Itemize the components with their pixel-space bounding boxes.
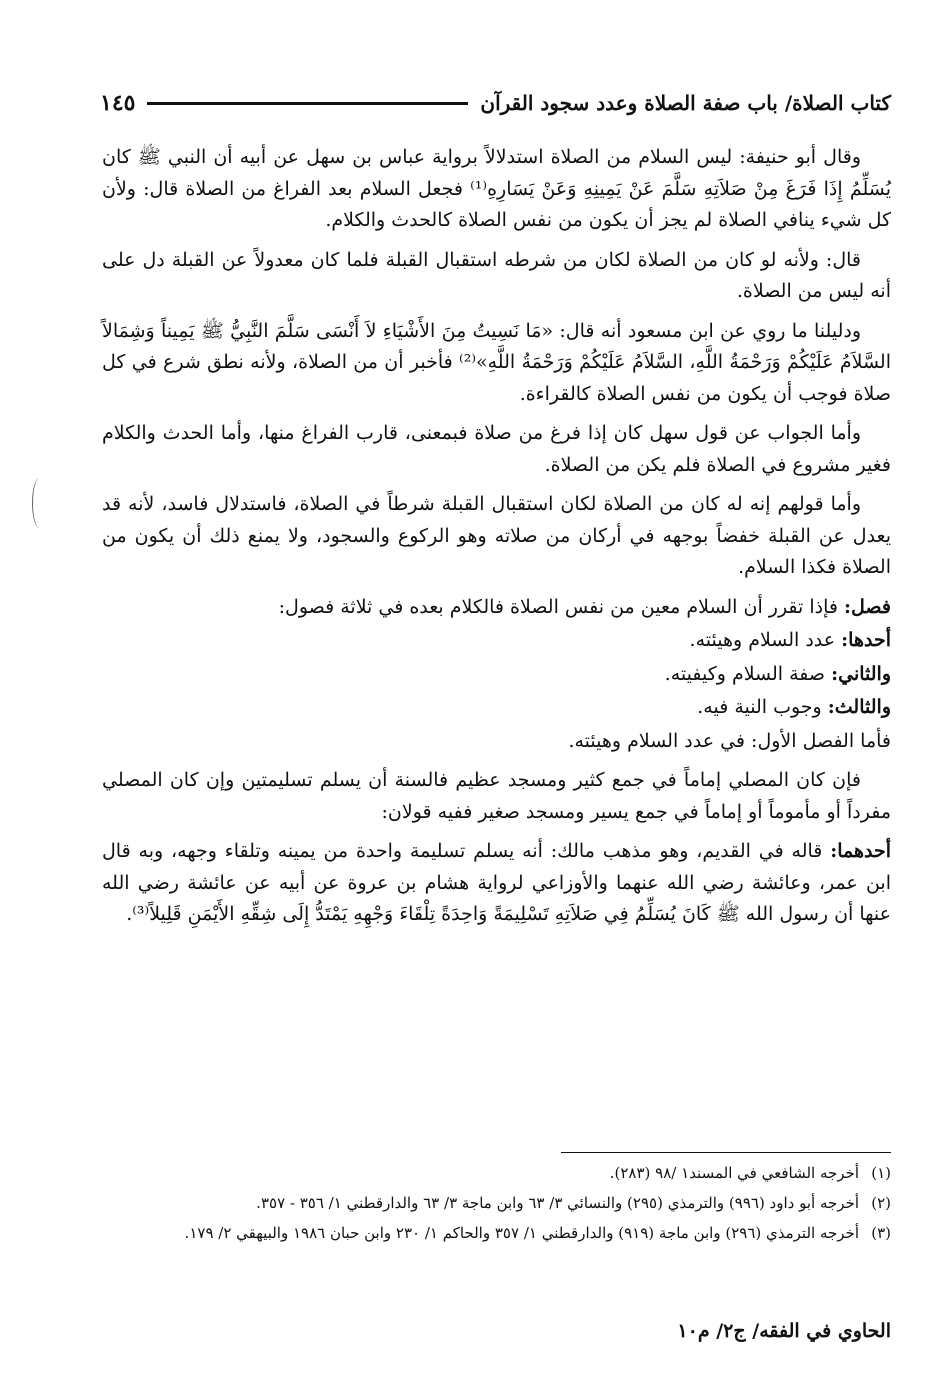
paragraph: ودليلنا ما روي عن ابن مسعود أنه قال: «مَا نَسِيتُ مِنَ الأَشْيَاءِ لاَ أَنْسَى سَلَّمَ النَّبِيُّ ﷺ يَمِيناً وَشِمَالاً السَّلاَمُ عَلَيْكُمْ وَرَحْمَةُ اللَّهِ، السَّلاَمُ عَلَيْكُمْ وَرَحْمَةُ اللَّهِ»⁽²⁾ فأخبر أن من الصلاة، ولأنه نطق شرع في كل صلاة فوجب أن يكون من نفس الصلاة كالقراءة. [102,319,891,405]
paragraph: وأما الجواب عن قول سهل كان إذا فرغ من صلاة فبمعنى، قارب الفراغ منها، وأما الحدث والكلام فغير مشروع في الصلاة فلم يكن من الصلاة. [102,422,891,476]
paragraph: وقال أبو حنيفة: ليس السلام من الصلاة استدلالاً برواية عباس بن سهل عن أبيه أن النبي ﷺ كان يُسَلِّمُ إِذَا فَرَغَ مِنْ صَلاَتِهِ سَلَّمَ عَنْ يَمِينِهِ وَعَنْ يَسَارِهِ⁽¹⁾ فجعل السلام بعد الفراغ من الصلاة قال: ولأن كل شيء ينافي الصلاة لم يجز أن يكون من نفس الصلاة كالحدث والكلام. [102,146,891,231]
footnote-text: أخرجه الشافعي في المسند١ /٩٨ (٢٨٣). [609,1164,859,1182]
footnote-number: (١) [871,1164,891,1182]
footnote [102,1190,891,1216]
footnote-rule [561,1152,891,1153]
paragraph: قال: ولأنه لو كان من الصلاة لكان من شرطه استقبال القبلة فلما كان معدولاً عن القبلة دل على أنه ليس من الصلاة. [102,248,891,302]
section-item [102,659,891,691]
section-item [102,692,891,724]
footnotes [102,1160,891,1250]
final-paragraph [102,836,891,931]
running-header [100,86,891,120]
margin-mark [32,478,47,528]
header-title: كتاب الصلاة/ باب صفة الصلاة وعدد سجود القرآن [480,91,891,115]
section-item-label: والثالث: [827,696,891,718]
section-item [102,625,891,657]
header-rule [147,102,468,105]
footnote-text: أخرجه الترمذي (٢٩٦) وابن ماجة (٩١٩) والدارقطني ١/ ٣٥٧ والحاكم ١/ ٢٣٠ وابن حبان ١٩٨٦ والبيهقي ٢/ ١٧٩. [184,1224,859,1242]
page-number: ١٤٥ [100,90,136,116]
section-item-text: صفة السلام وكيفيته. [664,662,826,685]
section-intro-text: فإذا تقرر أن السلام معين من نفس الصلاة فالكلام بعده في ثلاثة فصول: [278,595,838,618]
footnote-number: (٣) [871,1224,891,1242]
first-chapter-heading: فأما الفصل الأول: في عدد السلام وهيئته. [568,729,891,752]
main-text [102,142,891,939]
final-text: قاله في القديم، وهو مذهب مالك: أنه يسلم تسليمة واحدة من يمينه وتلقاء وجهه، وبه قال ابن عمر، وعائشة رضي الله عنهما والأوزاعي لرواية هشام بن عروة عن أبيه عن عائشة رضي الله عنها أن رسول الله ﷺ كَانَ يُسَلِّمُ فِي صَلاَتِهِ تَسْلِيمَةً وَاحِدَةً تِلْقَاءَ وَجْهِهِ يَمْتَدُّ إِلَى شِقِّهِ الأَيْمَنِ قَلِيلاً⁽³⁾. [102,840,891,925]
paragraph: وأما قولهم إنه له كان من الصلاة لكان استقبال القبلة شرطاً في الصلاة، فاستدلال فاسد، لأنه قد يعدل عن القبلة خفضاً بوجهه في أركان من صلاته وهو الركوع والسجود، ولا يمنع ذلك أن يكون من الصلاة فكذا السلام. [102,493,891,578]
footnote-number: (٢) [871,1194,891,1212]
footnote [102,1160,891,1186]
footnote [102,1220,891,1246]
section-item-text: عدد السلام وهيئته. [689,629,836,651]
paragraph: فإن كان المصلي إماماً في جمع كثير ومسجد عظيم فالسنة أن يسلم تسليمتين وإن كان المصلي مفرداً أو مأموماً أو إماماً في جمع يسير ومسجد صغير ففيه قولان: [102,769,891,823]
footnote-text: أخرجه أبو داود (٩٩٦) والترمذي (٢٩٥) والنسائي ٣/ ٦٣ وابن ماجة ٣/ ٦٣ والدارقطني ١/ ٣٥٦ - ٣٥٧. [256,1194,859,1212]
section-intro [102,592,891,624]
final-lead: أحدهما: [830,840,891,862]
section-lead: فصل: [844,595,891,618]
section-item-label: أحدها: [841,629,891,651]
page-footer: الحاوي في الفقه/ ج٢/ م١٠ [677,1320,891,1342]
section-item-label: والثاني: [831,662,891,685]
section-item-text: وجوب النية فيه. [697,696,822,718]
